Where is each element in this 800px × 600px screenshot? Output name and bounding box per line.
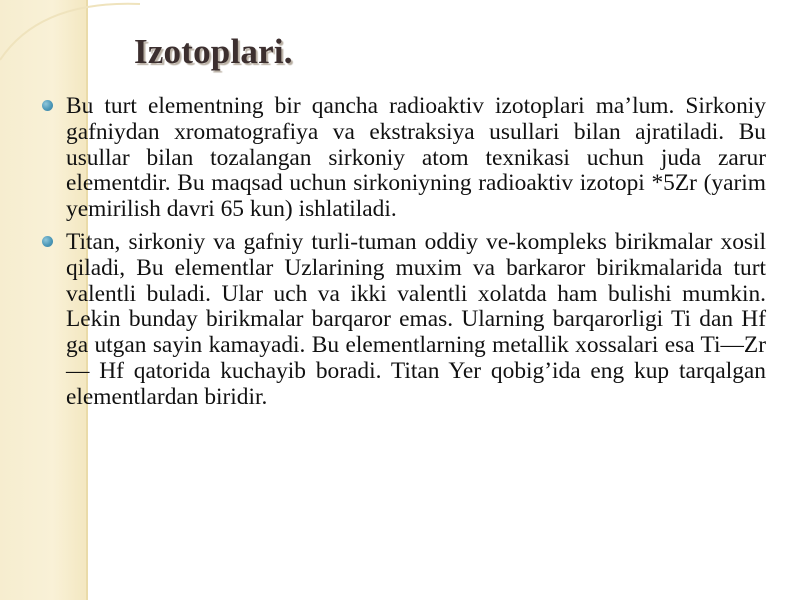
bullet-item	[40, 230, 766, 411]
bullet-item	[40, 94, 766, 223]
bullet-dot-icon	[42, 236, 53, 247]
slide-title: Izotoplari.	[134, 32, 293, 71]
bullet-dot-icon	[42, 100, 53, 111]
bullet-text: Bu turt elementning bir qancha radioaktiv izotoplari ma’lum. Sirkoniy gafniydan xromatografiya va ekstraksiya usullari bilan ajratiladi. Bu usullar bilan tozalangan sirkoniy atom texnikasi uchun juda zarur elementdir. Bu maqsad uchun sirkoniyning radioaktiv izotopi *5Zr (yarim yemirilish davri 65 kun) ishlatiladi.	[66, 93, 766, 223]
decorative-arc	[0, 0, 140, 80]
bullet-list	[40, 94, 766, 418]
bullet-text: Titan, sirkoniy va gafniy turli-tuman oddiy ve-kompleks birikmalar xosil qiladi, Bu elementlar Uzlarining muxim va barkaror birikmalarida turt valentli buladi. Ular uch va ikki valentli xolatda ham bulishi mumkin. Lekin bunday birikmalar barqaror emas. Ularning barqarorligi Ti dan Hf ga utgan sayin kamayadi. Bu elementlarning metallik xossalari esa Ti—Zr— Hf qatorida kuchayib boradi. Titan Yer qobig’ida eng kup tarqalgan elementlardan biridir.	[66, 228, 766, 410]
